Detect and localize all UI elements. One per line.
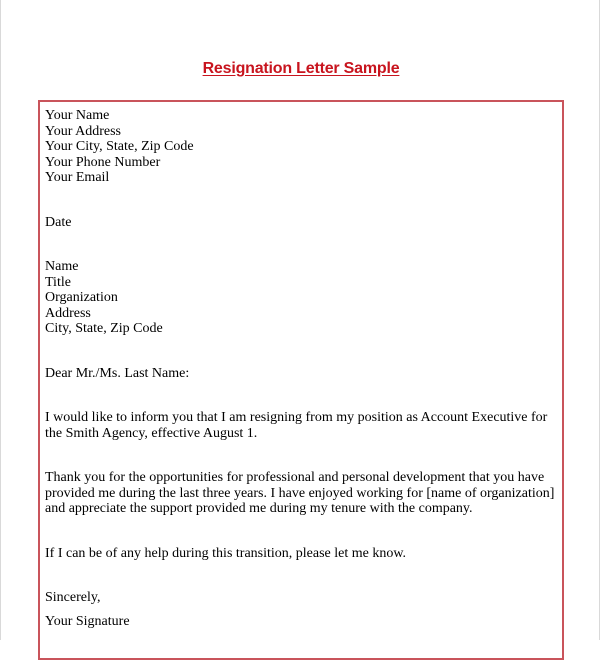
spacer: [45, 186, 559, 215]
recipient-city-state-zip: City, State, Zip Code: [45, 321, 163, 336]
spacer: [45, 517, 559, 546]
spacer: [45, 561, 559, 590]
sender-name: Your Name: [45, 108, 110, 123]
recipient-block: [45, 259, 559, 337]
letter-body: [45, 108, 559, 629]
spacer: [45, 381, 559, 410]
recipient-name: Name: [45, 259, 79, 274]
document-title: Resignation Letter Sample: [202, 60, 400, 77]
body-paragraph-3: If I can be of any help during this transition, please let me know.: [45, 545, 407, 561]
closing: Sincerely,: [45, 590, 101, 605]
sender-block: [45, 108, 559, 186]
body-paragraph-1: I would like to inform you that I am resigning from my position as Account Executive for the Smith Agency, effective August 1.: [45, 410, 548, 441]
sender-city-state-zip: Your City, State, Zip Code: [45, 139, 194, 154]
recipient-title: Title: [45, 274, 71, 290]
sender-phone: Your Phone Number: [45, 154, 161, 170]
sender-email: Your Email: [45, 170, 110, 185]
signature: Your Signature: [45, 613, 130, 629]
letter-frame: [38, 100, 564, 660]
recipient-organization: Organization: [45, 290, 118, 305]
body-paragraph-2: Thank you for the opportunities for professional and personal development that you have provided me during the last three years. I have enjoyed working for [name of organization] and appreciate the support provided me during my tenure with the company.: [45, 470, 555, 516]
letter-date: Date: [45, 214, 72, 230]
recipient-address: Address: [45, 305, 91, 321]
sender-address: Your Address: [45, 123, 121, 139]
spacer: [45, 441, 559, 470]
salutation: Dear Mr./Ms. Last Name:: [45, 365, 190, 381]
spacer: [45, 606, 559, 614]
spacer: [45, 337, 559, 366]
spacer: [45, 230, 559, 259]
